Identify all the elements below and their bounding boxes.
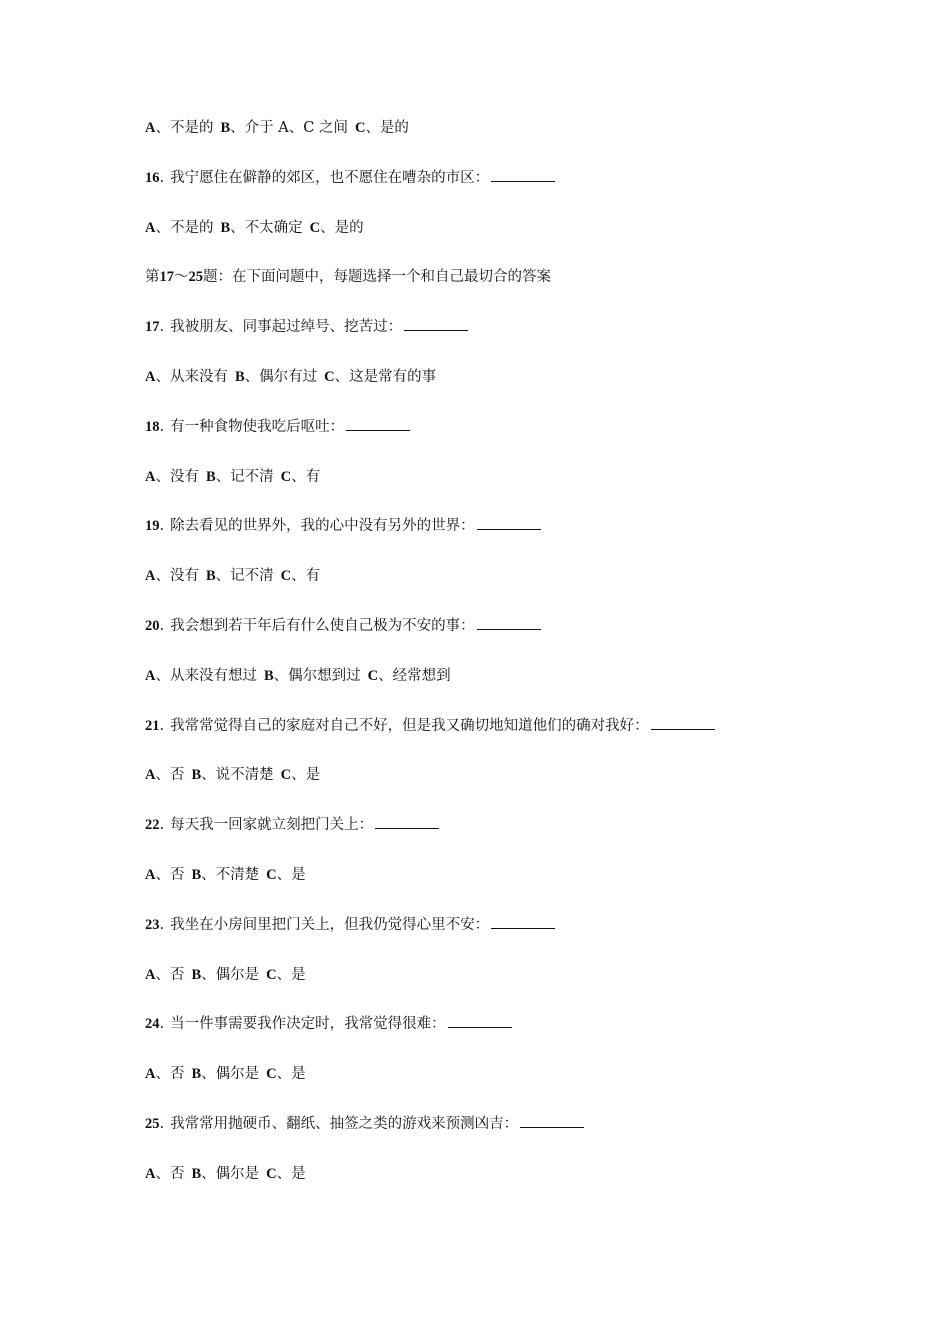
question-number: 23 <box>145 916 160 933</box>
answer-blank[interactable] <box>448 1013 512 1028</box>
question-text: 每天我一回家就立刻把门关上： <box>170 817 374 834</box>
option-text: 、有 <box>291 468 321 485</box>
option-letter: C <box>266 1165 277 1182</box>
option-text: 、否 <box>155 1066 185 1083</box>
question-number-separator: . <box>159 617 165 634</box>
question-text: 我宁愿住在僻静的郊区，也不愿住在嘈杂的市区： <box>170 169 490 186</box>
option-text: 、记不清 <box>215 468 274 485</box>
option-text: 、偶尔想到过 <box>273 667 361 684</box>
option-text: 、不太确定 <box>230 219 303 236</box>
option-letter: B <box>234 368 245 385</box>
question-line <box>145 1008 905 1058</box>
option-text: 、是 <box>276 866 306 883</box>
question-number-separator: . <box>159 916 165 933</box>
question-text: 我被朋友、同事起过绰号、挖苦过： <box>170 319 403 336</box>
options-line <box>145 759 905 809</box>
question-number-separator: . <box>159 169 165 186</box>
option-letter: C <box>280 468 292 485</box>
option-text: 、偶尔有过 <box>244 368 318 385</box>
option-text: 、是 <box>276 1066 306 1083</box>
option-text: 、没有 <box>155 568 199 585</box>
question-text: 除去看见的世界外，我的心中没有另外的世界： <box>170 518 475 535</box>
answer-blank[interactable] <box>477 615 541 630</box>
question-text: 有一种食物使我吃后呕吐： <box>170 418 345 435</box>
options-line <box>145 859 905 909</box>
option-text: 、否 <box>155 767 185 784</box>
question-number: 24 <box>145 1016 160 1033</box>
option-letter: A <box>145 1066 156 1083</box>
option-text: 、不是的 <box>155 219 214 236</box>
answer-blank[interactable] <box>477 515 541 530</box>
option-letter: B <box>191 767 202 784</box>
option-text: 、偶尔是 <box>201 1165 260 1182</box>
option-text: 、否 <box>155 966 185 983</box>
answer-blank[interactable] <box>491 167 555 182</box>
question-text: 我常常用抛硬币、翻纸、抽签之类的游戏来预测凶吉： <box>170 1115 519 1132</box>
answer-blank[interactable] <box>346 416 410 431</box>
section-range-start: 17 <box>159 269 174 286</box>
question-number-separator: . <box>159 319 165 336</box>
option-letter: A <box>145 866 156 883</box>
option-letter: A <box>145 120 156 136</box>
option-letter: B <box>263 667 274 684</box>
option-text: 、是 <box>276 1165 306 1182</box>
question-text: 我会想到若干年后有什么使自己极为不安的事： <box>170 617 475 634</box>
option-text: 、是的 <box>365 120 409 136</box>
option-letter: B <box>191 1165 202 1182</box>
question-line <box>145 909 905 959</box>
question-number-separator: . <box>159 518 165 535</box>
question-text: 我常常觉得自己的家庭对自己不好，但是我又确切地知道他们的确对我好： <box>170 717 649 734</box>
option-letter: A <box>145 568 156 585</box>
option-text: 、是 <box>291 767 321 784</box>
option-letter: B <box>205 468 216 485</box>
option-letter: B <box>205 568 216 585</box>
option-letter: C <box>324 368 335 385</box>
option-text: 、偶尔是 <box>201 1066 260 1083</box>
option-text: 、是 <box>276 966 306 983</box>
option-letter: C <box>280 568 292 585</box>
options-line <box>145 461 905 511</box>
option-text: 、从来没有想过 <box>155 667 257 684</box>
option-text: 、这是常有的事 <box>334 368 437 385</box>
question-number-separator: . <box>159 817 165 834</box>
option-letter: C <box>266 866 277 883</box>
question-number: 22 <box>145 817 160 834</box>
answer-blank[interactable] <box>520 1113 584 1128</box>
question-line <box>145 510 905 560</box>
section-instruction <box>145 261 905 311</box>
option-text: 、是的 <box>320 219 364 236</box>
option-letter: B <box>220 219 231 236</box>
option-letter: C <box>309 219 321 236</box>
question-number: 20 <box>145 617 160 634</box>
options-line <box>145 1058 905 1108</box>
question-number-separator: . <box>159 418 165 435</box>
option-letter: B <box>191 1066 202 1083</box>
option-text: 、有 <box>291 568 321 585</box>
section-prefix: 第 <box>145 269 160 286</box>
options-line <box>145 660 905 710</box>
options-line <box>145 112 905 162</box>
question-number: 17 <box>145 319 160 336</box>
document-page <box>145 112 905 1208</box>
option-text: 、经常想到 <box>378 667 451 684</box>
question-line <box>145 809 905 859</box>
question-line <box>145 1108 905 1158</box>
option-letter: C <box>367 667 379 684</box>
question-number: 16 <box>145 169 160 186</box>
options-line <box>145 1158 905 1208</box>
option-letter: A <box>145 368 156 385</box>
options-line <box>145 560 905 610</box>
question-text: 我坐在小房间里把门关上，但我仍觉得心里不安： <box>170 916 490 933</box>
option-text: 、偶尔是 <box>201 966 260 983</box>
question-number-separator: . <box>159 1115 165 1132</box>
question-line <box>145 710 905 760</box>
question-number: 25 <box>145 1115 160 1132</box>
section-text: 题：在下面问题中，每题选择一个和自己最切合的答案 <box>203 269 551 286</box>
option-letter: A <box>145 667 156 684</box>
option-letter: B <box>191 966 202 983</box>
option-text: 、介于 A、C 之间 <box>230 120 348 136</box>
option-letter: B <box>191 866 202 883</box>
answer-blank[interactable] <box>651 715 715 730</box>
option-letter: A <box>145 767 156 784</box>
option-text: 、没有 <box>155 468 199 485</box>
answer-blank[interactable] <box>375 814 439 829</box>
question-line <box>145 311 905 361</box>
option-text: 、不是的 <box>155 120 214 136</box>
options-line <box>145 959 905 1009</box>
option-letter: B <box>220 120 231 136</box>
options-line <box>145 212 905 262</box>
option-text: 、从来没有 <box>155 368 228 385</box>
option-text: 、否 <box>155 866 185 883</box>
section-range-sep: ～ <box>174 269 189 286</box>
options-line <box>145 361 905 411</box>
option-text: 、记不清 <box>215 568 274 585</box>
question-number: 21 <box>145 717 160 734</box>
question-line <box>145 162 905 212</box>
question-number-separator: . <box>159 717 165 734</box>
option-text: 、否 <box>155 1165 185 1182</box>
option-text: 、不清楚 <box>201 866 260 883</box>
option-letter: C <box>266 966 277 983</box>
question-number-separator: . <box>159 1016 165 1033</box>
option-letter: C <box>280 767 292 784</box>
section-range-end: 25 <box>188 269 203 286</box>
question-line <box>145 411 905 461</box>
option-letter: C <box>354 120 366 136</box>
option-letter: A <box>145 219 156 236</box>
option-letter: A <box>145 966 156 983</box>
option-letter: A <box>145 468 156 485</box>
answer-blank[interactable] <box>491 914 555 929</box>
question-number: 19 <box>145 518 160 535</box>
option-letter: A <box>145 1165 156 1182</box>
answer-blank[interactable] <box>404 316 468 331</box>
option-letter: C <box>266 1066 277 1083</box>
option-text: 、说不清楚 <box>201 767 274 784</box>
question-text: 当一件事需要我作决定时，我常觉得很难： <box>170 1016 446 1033</box>
question-line <box>145 610 905 660</box>
question-number: 18 <box>145 418 160 435</box>
